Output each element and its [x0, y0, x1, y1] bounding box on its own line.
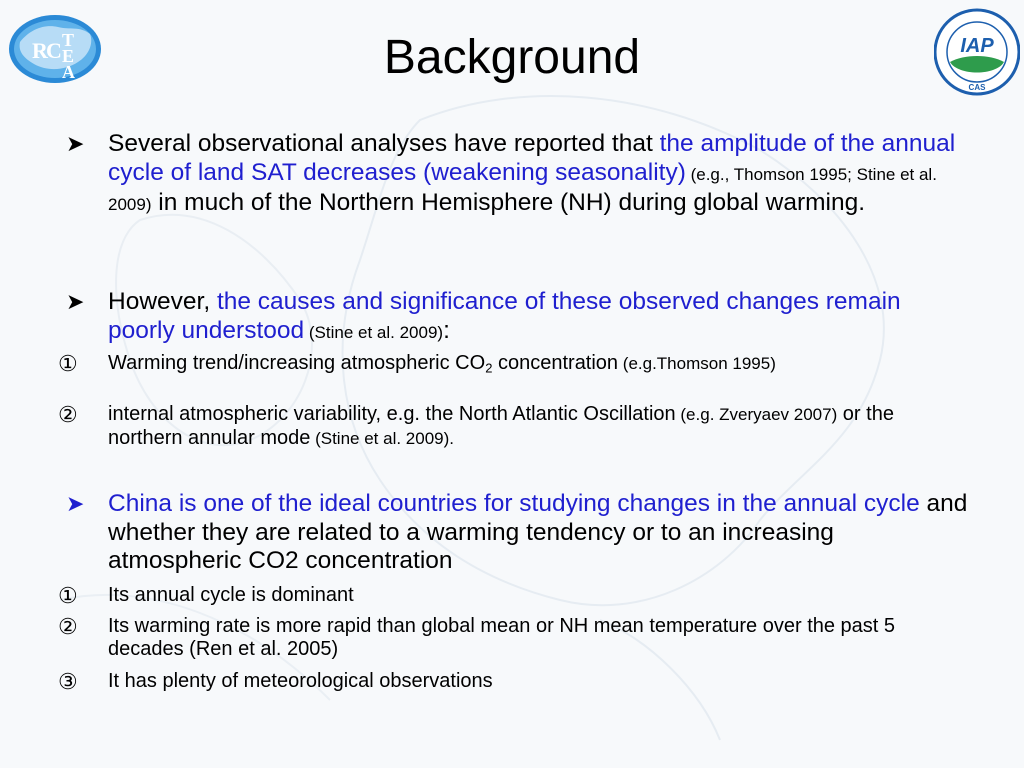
bullet-1	[108, 130, 968, 220]
logo-letter-a: A	[62, 62, 75, 82]
logo-cas-text: CAS	[968, 83, 986, 92]
logo-letter-c: C	[46, 38, 62, 63]
bullet-2-sub-2: internal atmospheric variability, e.g. the North Atlantic Oscillation (e.g. Zveryaev 2007) or the northern annular mode (Stine et al. 2009).	[108, 403, 894, 449]
bullet-2-citation: (Stine et al. 2009)	[304, 322, 444, 342]
bullet-2	[108, 288, 968, 347]
circled-number-1: ①	[58, 583, 78, 608]
bullet-1-highlight: the amplitude of the annual cycle of land SAT decreases (weakening seasonality)	[108, 130, 956, 186]
bullet-2-sub-1: Warming trend/increasing atmospheric $CO_2$ concentration (e.g.Thomson 1995)	[108, 352, 776, 376]
circled-number-2: ②	[58, 614, 78, 639]
bullet-3-text: and whether they are related to a warming tendency or to an increasing atmospheric CO2 concentration	[108, 490, 968, 574]
slide-title: Background	[383, 31, 641, 84]
logo-letter-e: E	[62, 46, 75, 66]
bullet-2-colon: :	[443, 316, 450, 344]
circled-number-2: ②	[58, 402, 78, 427]
arrow-bullet-icon: ➤	[66, 131, 85, 156]
bullet-1-citation: (e.g., Thomson 1995; Stine et al. 2009)	[108, 164, 937, 214]
bullet-2-text-a: However,	[108, 288, 217, 315]
bullet-1-text-a: Several observational analyses have reported that	[108, 130, 660, 157]
arrow-bullet-icon: ➤	[66, 491, 85, 516]
bullet-3-sub-1: Its annual cycle is dominant	[108, 584, 354, 606]
logo-iap-text: IAP	[960, 35, 994, 57]
bullet-1-text-b: in much of the Northern Hemisphere (NH) during global warming.	[151, 189, 866, 216]
bullet-3-sub-3: It has plenty of meteorological observations	[108, 670, 493, 692]
logo-letter-t: T	[62, 30, 75, 50]
bullet-3-highlight: China is one of the ideal countries for studying changes in the annual cycle	[108, 490, 920, 517]
logo-letter-r: R	[32, 38, 48, 63]
bullet-2-highlight: the causes and significance of these observed changes remain poorly understood	[108, 288, 901, 344]
circled-number-1: ①	[58, 351, 78, 376]
bullet-3	[108, 490, 968, 576]
circled-number-3: ③	[58, 669, 78, 694]
bullet-3-sub-2: Its warming rate is more rapid than global mean or NH mean temperature over the past 5 decades (Ren et al. 2005)	[108, 615, 896, 660]
arrow-bullet-icon: ➤	[66, 289, 85, 314]
